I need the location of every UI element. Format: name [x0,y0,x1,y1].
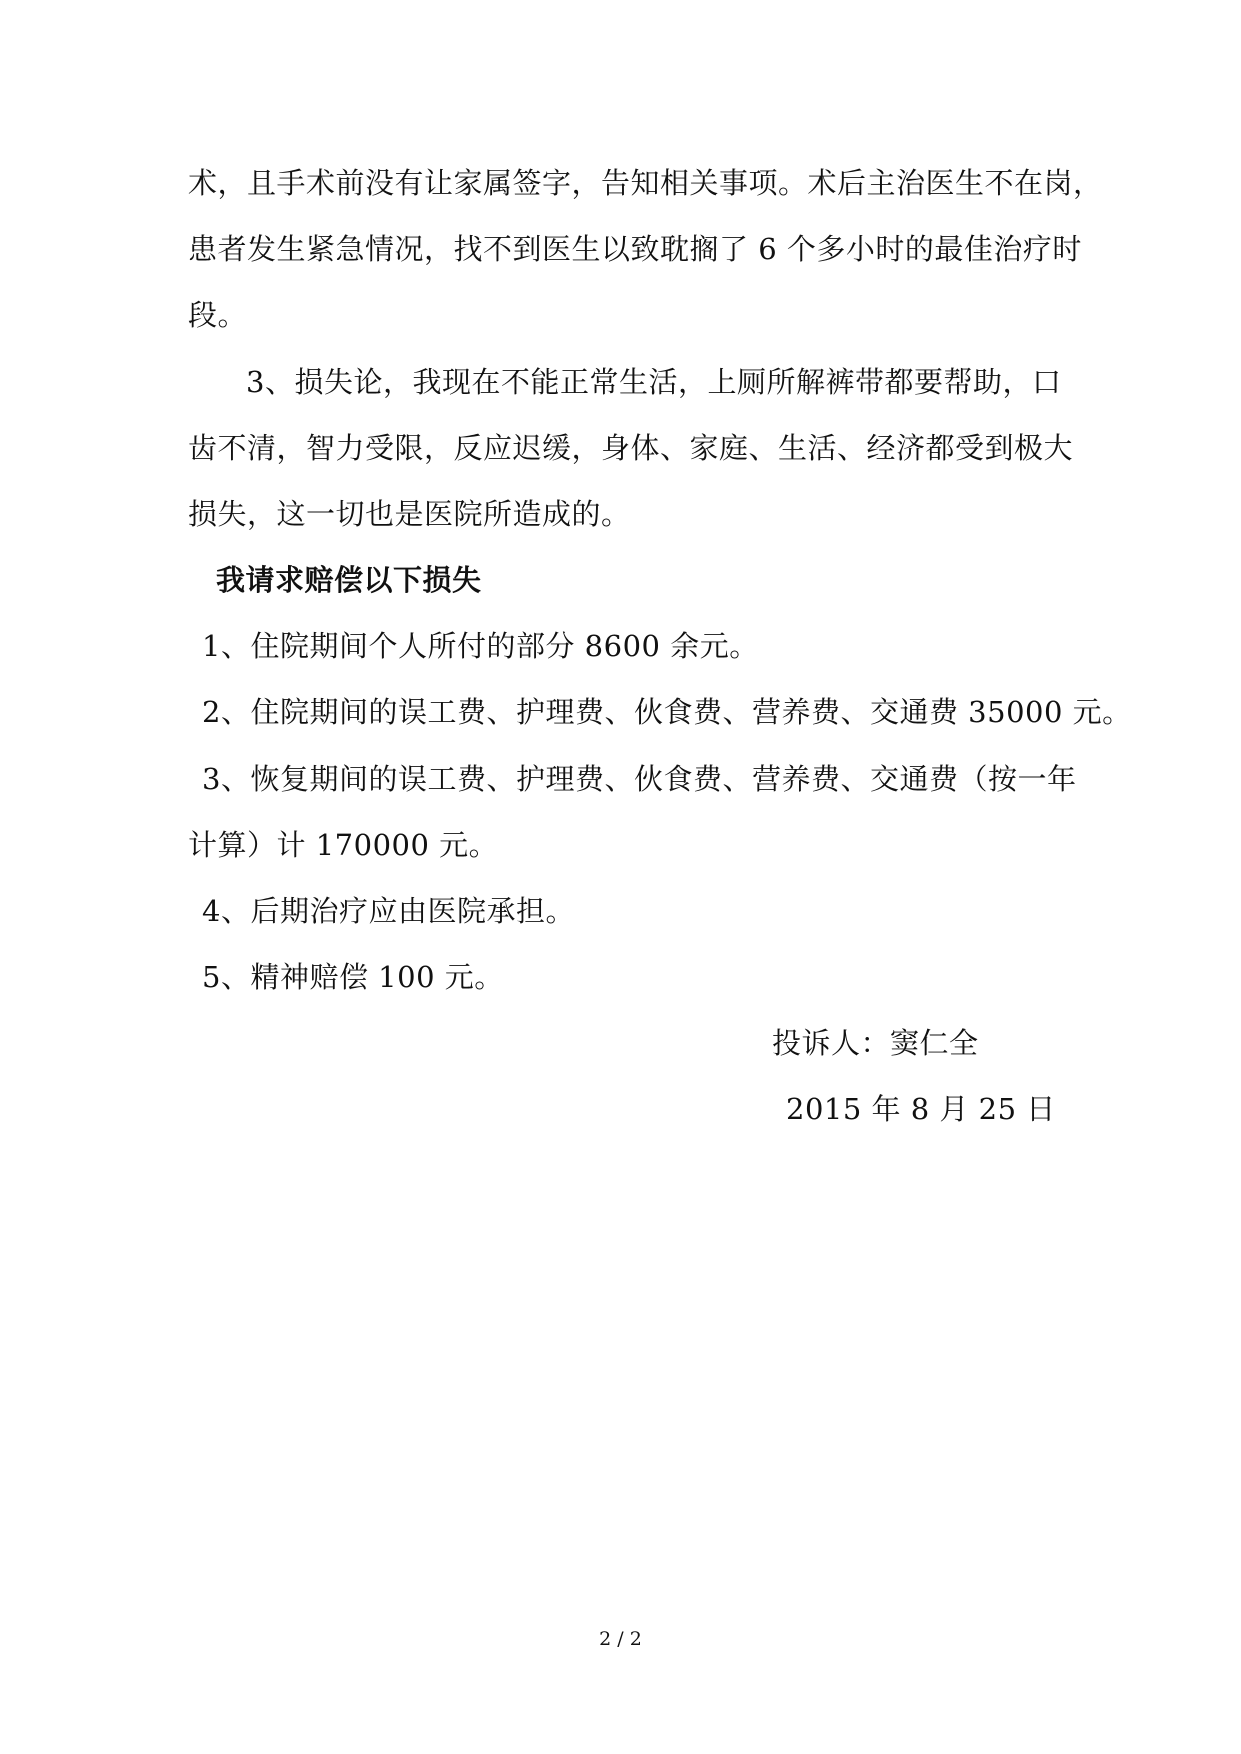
signature-date: 2015 年 8 月 25 日 [786,1092,1056,1126]
claim-item: 4、后期治疗应由医院承担。 [202,894,575,928]
body-line: 3、损失论，我现在不能正常生活，上厕所解裤带都要帮助，口 [246,365,1062,399]
claim-item: 1、住院期间个人所付的部分 8600 余元。 [202,629,759,663]
body-line: 患者发生紧急情况，找不到医生以致耽搁了 6 个多小时的最佳治疗时 [188,232,1082,266]
complainant-signature: 投诉人：窦仁全 [772,1026,979,1060]
page-number: 2 / 2 [599,1628,642,1650]
claim-item: 2、住院期间的误工费、护理费、伙食费、营养费、交通费 35000 元。 [202,695,1132,729]
claim-item: 3、恢复期间的误工费、护理费、伙食费、营养费、交通费（按一年 [202,762,1077,796]
claim-item-continuation: 计算）计 170000 元。 [188,828,499,862]
body-line: 段。 [188,298,248,332]
claim-item: 5、精神赔偿 100 元。 [202,960,504,994]
claims-heading: 我请求赔偿以下损失 [216,563,482,597]
body-line: 齿不清，智力受限，反应迟缓，身体、家庭、生活、经济都受到极大 [188,431,1074,465]
body-line: 术，且手术前没有让家属签字，告知相关事项。术后主治医生不在岗， [188,166,1103,200]
body-line: 损失，这一切也是医院所造成的。 [188,497,631,531]
